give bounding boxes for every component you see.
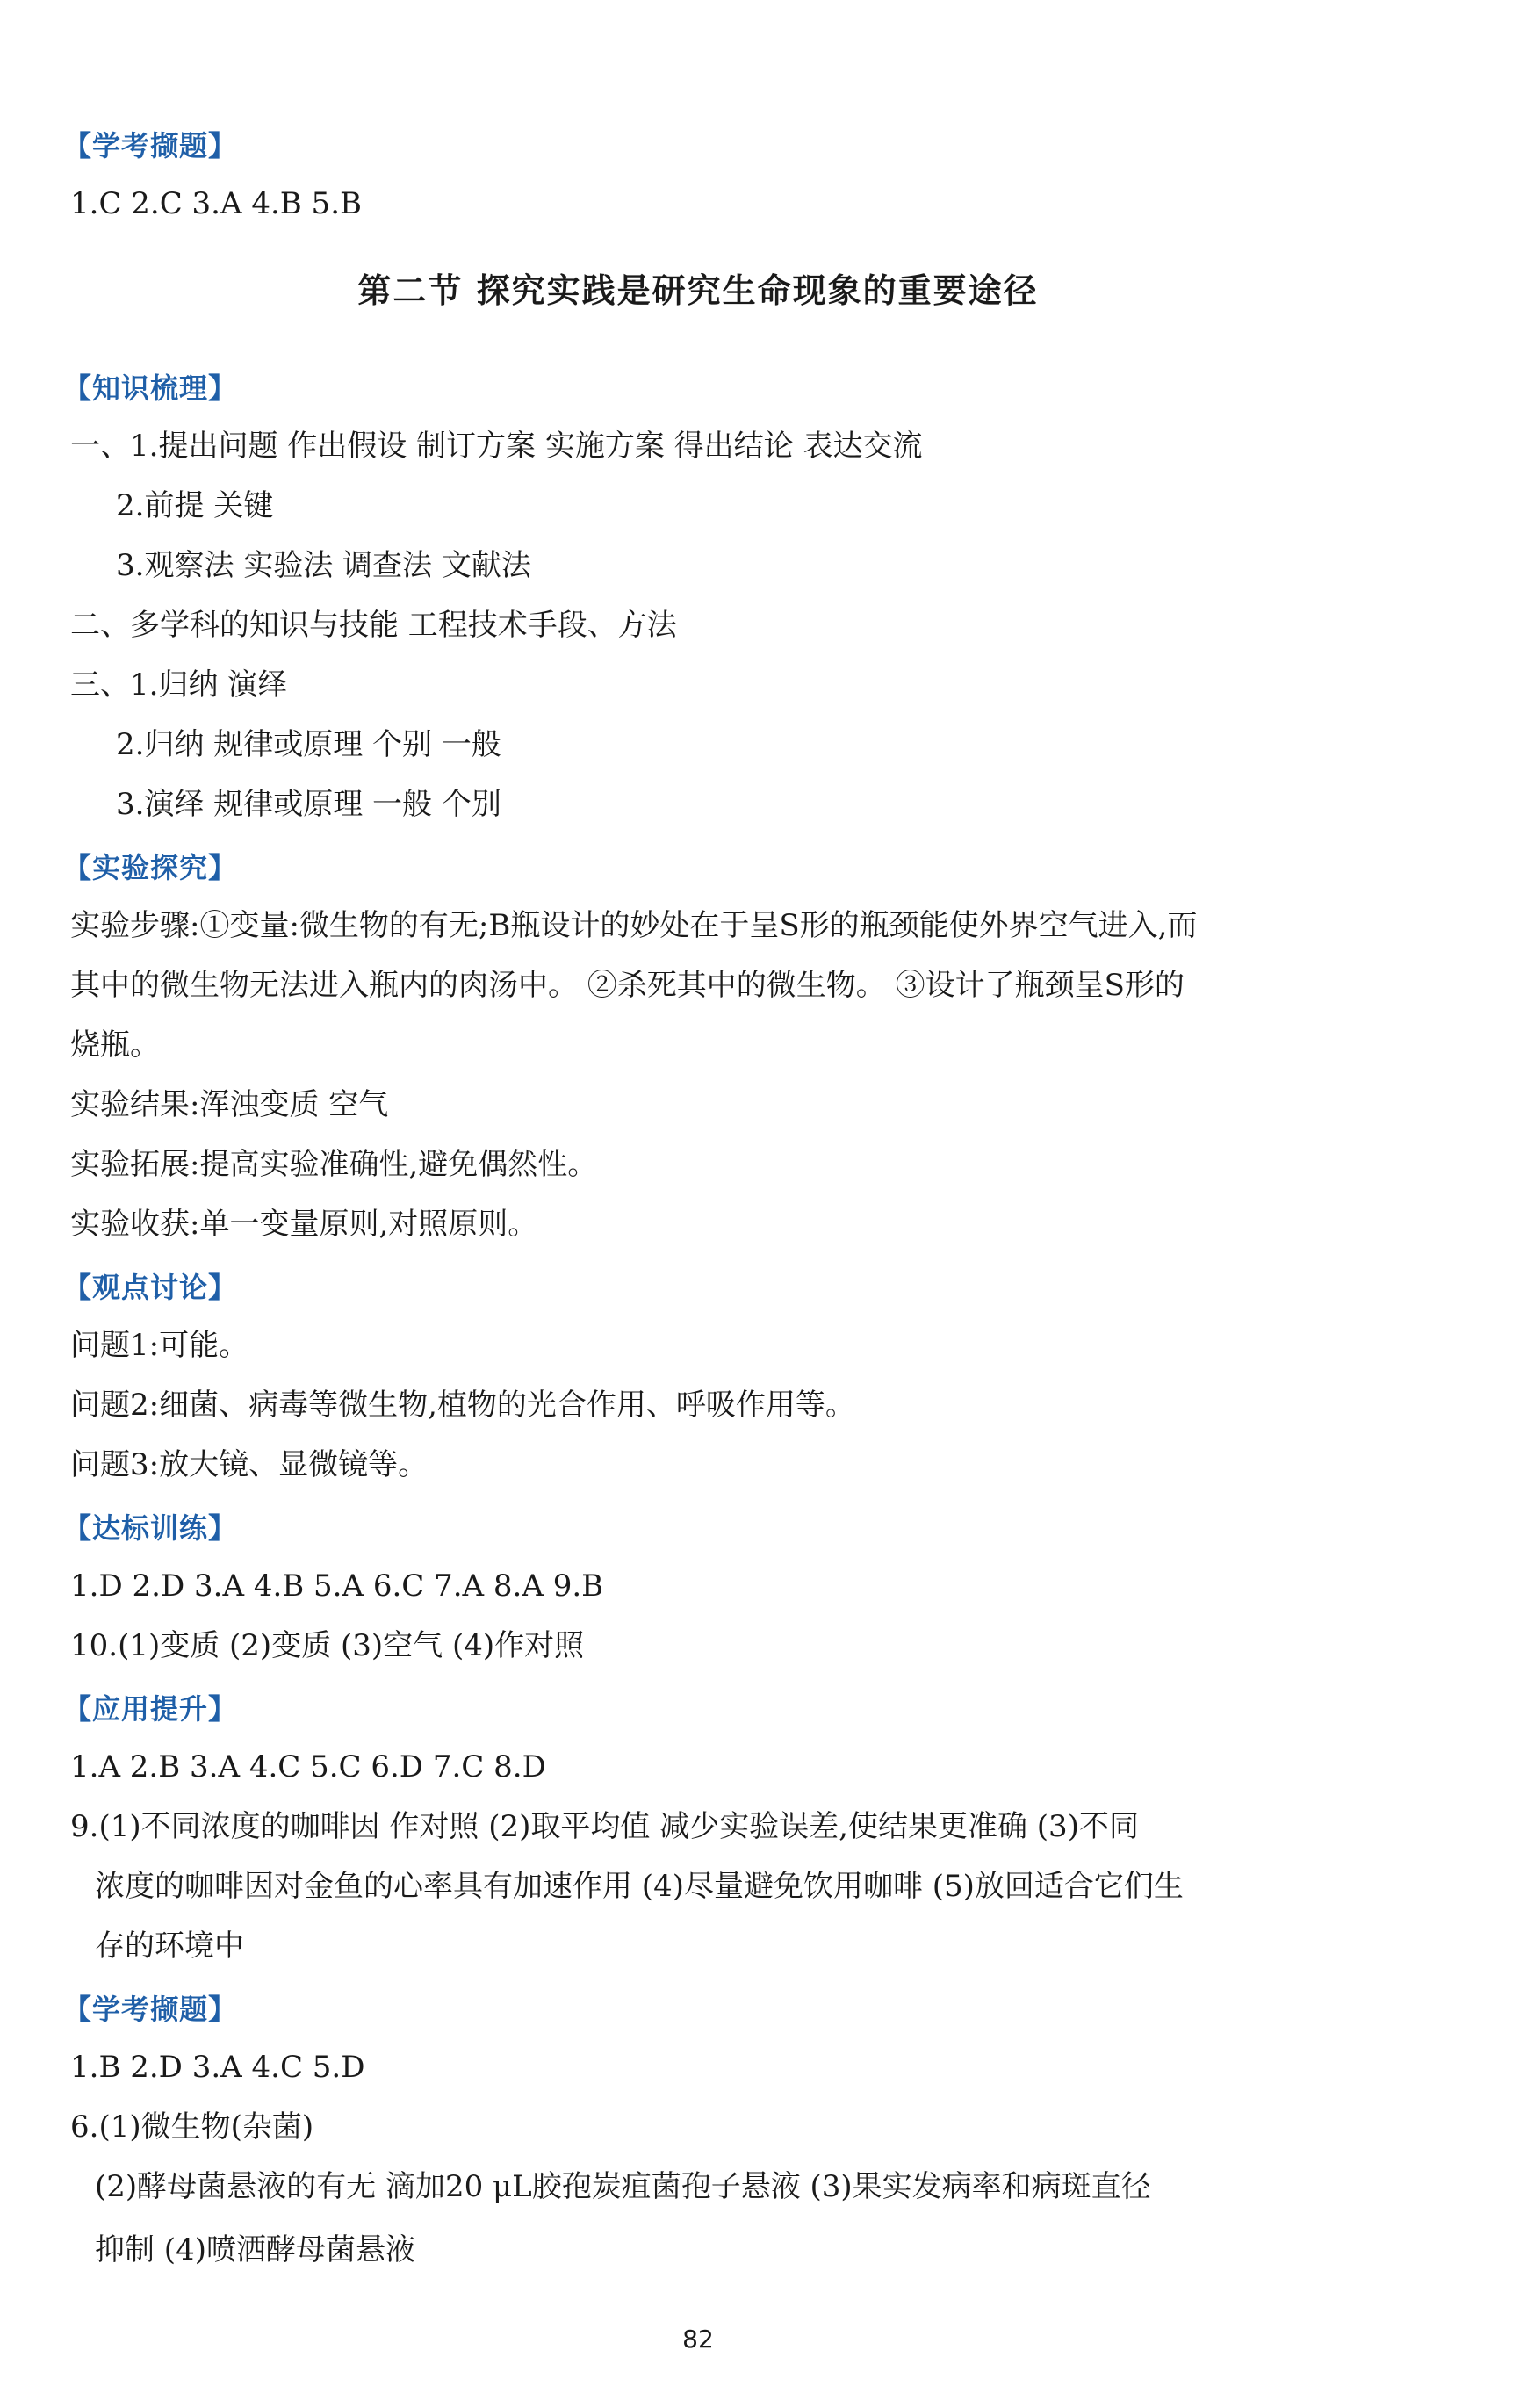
answer-line: 二、多学科的知识与技能 工程技术手段、方法	[70, 608, 677, 643]
answer-line: 3.演绎 规律或原理 一般 个别	[116, 787, 501, 822]
section-title: 第二节 探究实践是研究生命现象的重要途径	[357, 270, 1039, 310]
answer-line: 实验拓展:提高实验准确性,避免偶然性。	[70, 1147, 598, 1182]
answer-line: 问题1:可能。	[70, 1328, 249, 1363]
section-header-yingyong: 【应用提升】	[63, 1692, 238, 1726]
section-header-shiyan: 【实验探究】	[63, 851, 238, 884]
answer-line: 其中的微生物无法进入瓶内的肉汤中。 ②杀死其中的微生物。 ③设计了瓶颈呈S形的	[70, 968, 1185, 1003]
answer-line: 10.(1)变质 (2)变质 (3)空气 (4)作对照	[70, 1628, 585, 1663]
answer-line: 2.前提 关键	[116, 488, 274, 523]
answer-line: 实验收获:单一变量原则,对照原则。	[70, 1207, 538, 1242]
answer-line: 问题3:放大镜、显微镜等。	[70, 1447, 429, 1482]
answer-line: 1.A 2.B 3.A 4.C 5.C 6.D 7.C 8.D	[70, 1749, 546, 1784]
answer-line: 3.观察法 实验法 调查法 文献法	[116, 548, 531, 583]
answer-line: 一、1.提出问题 作出假设 制订方案 实施方案 得出结论 表达交流	[70, 429, 923, 464]
answer-line: 实验结果:浑浊变质 空气	[70, 1087, 389, 1122]
answer-line: 1.C 2.C 3.A 4.B 5.B	[70, 186, 362, 221]
answer-line: 2.归纳 规律或原理 个别 一般	[116, 727, 501, 762]
answer-line: 存的环境中	[95, 1929, 244, 1964]
answer-line: 抑制 (4)喷洒酵母菌悬液	[95, 2232, 415, 2267]
answer-line: 1.B 2.D 3.A 4.C 5.D	[70, 2050, 365, 2085]
answer-line: 1.D 2.D 3.A 4.B 5.A 6.C 7.A 8.A 9.B	[70, 1568, 604, 1604]
answer-line: 浓度的咖啡因对金鱼的心率具有加速作用 (4)尽量避免饮用咖啡 (5)放回适合它们生	[95, 1869, 1184, 1904]
answer-line: 6.(1)微生物(杂菌)	[70, 2109, 314, 2145]
answer-line: 三、1.归纳 演绎	[70, 667, 288, 703]
answer-line: 实验步骤:①变量:微生物的有无;B瓶设计的妙处在于呈S形的瓶颈能使外界空气进入,而	[70, 908, 1198, 943]
page-number: 82	[682, 2325, 714, 2354]
answer-line: 烧瓶。	[70, 1027, 160, 1063]
answer-line: 问题2:细菌、病毒等微生物,植物的光合作用、呼吸作用等。	[70, 1388, 855, 1423]
section-header-xuekao-2: 【学考撷题】	[63, 1993, 238, 2026]
section-header-dabiao: 【达标训练】	[63, 1511, 238, 1545]
section-header-xuekao-1: 【学考撷题】	[63, 129, 238, 162]
section-header-zhishi: 【知识梳理】	[63, 371, 238, 405]
answer-line: (2)酵母菌悬液的有无 滴加20 μL胶孢炭疽菌孢子悬液 (3)果实发病率和病斑直径	[95, 2169, 1151, 2204]
section-header-guandian: 【观点讨论】	[63, 1271, 238, 1304]
answer-line: 9.(1)不同浓度的咖啡因 作对照 (2)取平均值 减少实验误差,使结果更准确 (3)不同	[70, 1809, 1139, 1844]
